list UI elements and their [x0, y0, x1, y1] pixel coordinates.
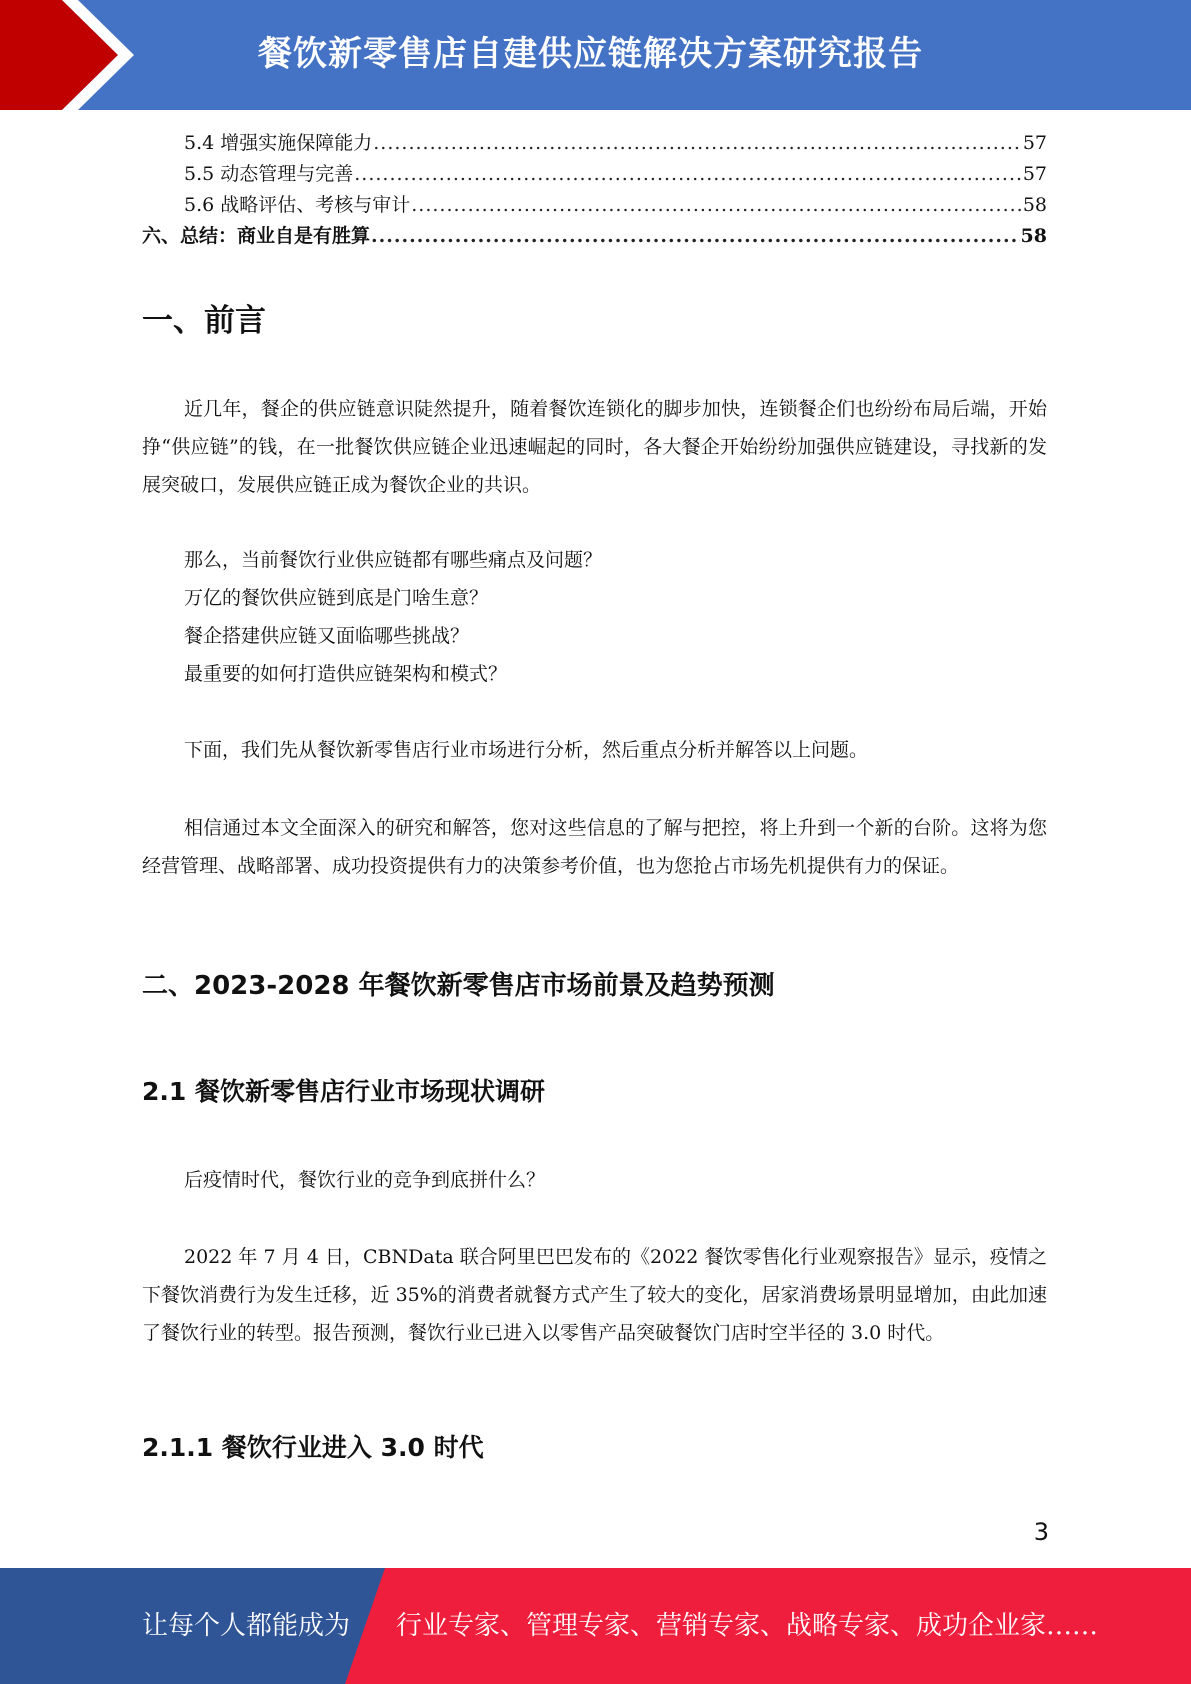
toc-entry-text: 六、总结：商业自是有胜算: [142, 225, 371, 247]
header-arrow-decoration: [0, 0, 150, 110]
toc-leader: [373, 128, 1022, 159]
footer-slogan-left: 让每个人都能成为: [142, 1611, 351, 1641]
toc-leader: [411, 190, 1022, 221]
section-2-1-paragraph-2: 2022 年 7 月 4 日，CBNData 联合阿里巴巴发布的《2022 餐饮零售化行业观察报告》显示，疫情之下餐饮消费行为发生迁移，近 35%的消费者就餐方式产生了较大的变化，居家消费场景明显增加，由此加速了餐饮行业的转型。报告预测，餐饮行业已进入以零售产品突破餐饮门店时空半径的 3.0 时代。: [142, 1246, 1047, 1344]
preface-paragraph-3: 相信通过本文全面深入的研究和解答，您对这些信息的了解与把控，将上升到一个新的台阶。这将为您经营管理、战略部署、成功投资提供有力的决策参考价值，也为您抢占市场先机提供有力的保证。: [142, 817, 1047, 877]
page-footer: [0, 1568, 1191, 1684]
toc-entry-text: 5.4 增强实施保障能力: [184, 132, 373, 154]
preface-paragraph-1: 近几年，餐企的供应链意识陡然提升，随着餐饮连锁化的脚步加快，连锁餐企们也纷纷布局后端，开始挣“供应链”的钱，在一批餐饮供应链企业迅速崛起的同时，各大餐企开始纷纷加强供应链建设，寻找新的发展突破口，发展供应链正成为餐饮企业的共识。: [142, 398, 1047, 496]
table-of-contents: [142, 128, 1047, 252]
question-line: 最重要的如何打造供应链架构和模式？: [184, 663, 508, 685]
page-number: 3: [1033, 1518, 1049, 1546]
section-title-preface: 一、前言: [142, 303, 266, 339]
toc-entry[interactable]: [142, 128, 1047, 159]
report-title: 餐饮新零售店自建供应链解决方案研究报告: [258, 34, 923, 74]
section-title-2-1-1: 2.1.1 餐饮行业进入 3.0 时代: [142, 1433, 484, 1462]
question-line: 那么，当前餐饮行业供应链都有哪些痛点及问题？: [184, 549, 603, 571]
preface-paragraph-2: 下面，我们先从餐饮新零售店行业市场进行分析，然后重点分析并解答以上问题。: [184, 739, 869, 761]
question-line: 餐企搭建供应链又面临哪些挑战？: [184, 625, 470, 647]
toc-entry[interactable]: [142, 221, 1047, 252]
toc-entry-text: 5.6 战略评估、考核与审计: [184, 194, 411, 216]
footer-slogan-right: 行业专家、管理专家、营销专家、战略专家、成功企业家……: [396, 1611, 1099, 1641]
toc-entry-page: 58: [1022, 194, 1047, 216]
section-title-chapter-2: 二、2023-2028 年餐饮新零售店市场前景及趋势预测: [142, 971, 775, 1001]
section-title-2-1: 2.1 餐饮新零售店行业市场现状调研: [142, 1077, 545, 1106]
toc-entry-page: 58: [1020, 225, 1047, 247]
section-2-1-paragraph-1: 后疫情时代，餐饮行业的竞争到底拼什么？: [184, 1169, 546, 1191]
toc-entry-text: 5.5 动态管理与完善: [184, 163, 354, 185]
toc-entry-page: 57: [1022, 163, 1047, 185]
toc-entry[interactable]: [142, 159, 1047, 190]
toc-leader: [354, 159, 1022, 190]
toc-entry[interactable]: [142, 190, 1047, 221]
page-header: [0, 0, 1191, 110]
question-line: 万亿的餐饮供应链到底是门啥生意？: [184, 587, 489, 609]
toc-entry-page: 57: [1022, 132, 1047, 154]
toc-leader: [371, 221, 1020, 252]
